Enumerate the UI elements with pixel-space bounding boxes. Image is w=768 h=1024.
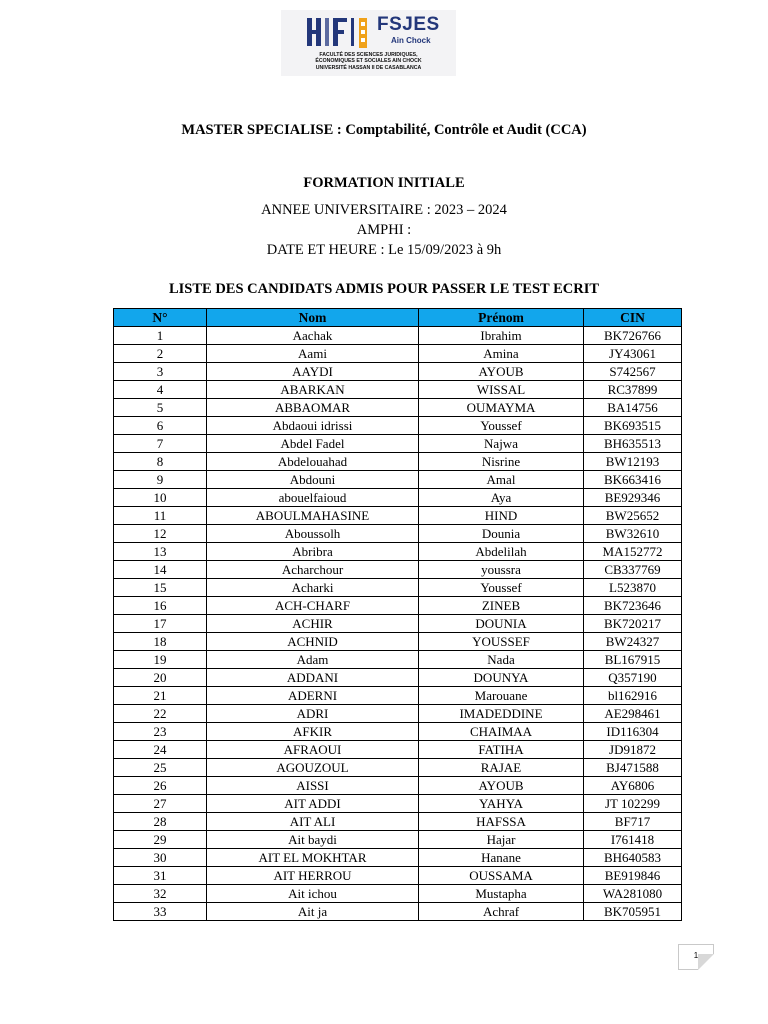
cell-cin: BK723646 bbox=[584, 597, 682, 615]
logo-line-3: UNIVERSITÉ HASSAN II DE CASABLANCA bbox=[315, 65, 422, 71]
cell-nom: AISSI bbox=[207, 777, 419, 795]
cell-prenom: WISSAL bbox=[419, 381, 584, 399]
cell-prenom: Amina bbox=[419, 345, 584, 363]
cell-number: 33 bbox=[114, 903, 207, 921]
cell-nom: ABOULMAHASINE bbox=[207, 507, 419, 525]
table-row bbox=[114, 849, 682, 867]
logo-sub-text: Ain Chock bbox=[391, 36, 431, 45]
column-header-cin: CIN bbox=[584, 309, 682, 327]
cell-cin: BW12193 bbox=[584, 453, 682, 471]
table-row bbox=[114, 561, 682, 579]
cell-prenom: Abdelilah bbox=[419, 543, 584, 561]
cell-nom: ACHNID bbox=[207, 633, 419, 651]
cell-nom: ADRI bbox=[207, 705, 419, 723]
faculty-logo bbox=[281, 10, 456, 76]
cell-number: 25 bbox=[114, 759, 207, 777]
cell-prenom: RAJAE bbox=[419, 759, 584, 777]
cell-prenom: HIND bbox=[419, 507, 584, 525]
table-row bbox=[114, 489, 682, 507]
cell-nom: ABARKAN bbox=[207, 381, 419, 399]
cell-number: 13 bbox=[114, 543, 207, 561]
cell-nom: Abdelouahad bbox=[207, 453, 419, 471]
table-row bbox=[114, 687, 682, 705]
table-row bbox=[114, 867, 682, 885]
cell-number: 24 bbox=[114, 741, 207, 759]
cell-nom: ADERNI bbox=[207, 687, 419, 705]
table-row bbox=[114, 507, 682, 525]
cell-cin: BL167915 bbox=[584, 651, 682, 669]
cell-prenom: CHAIMAA bbox=[419, 723, 584, 741]
table-row bbox=[114, 633, 682, 651]
cell-nom: abouelfaioud bbox=[207, 489, 419, 507]
table-row bbox=[114, 525, 682, 543]
cell-cin: BE929346 bbox=[584, 489, 682, 507]
cell-cin: AY6806 bbox=[584, 777, 682, 795]
cell-cin: BF717 bbox=[584, 813, 682, 831]
cell-number: 3 bbox=[114, 363, 207, 381]
table-row bbox=[114, 327, 682, 345]
formation-type: FORMATION INITIALE bbox=[303, 175, 465, 191]
exam-date: DATE ET HEURE : Le 15/09/2023 à 9h bbox=[266, 242, 502, 258]
table-row bbox=[114, 759, 682, 777]
cell-number: 26 bbox=[114, 777, 207, 795]
cell-cin: BW25652 bbox=[584, 507, 682, 525]
cell-cin: BW24327 bbox=[584, 633, 682, 651]
cell-number: 9 bbox=[114, 471, 207, 489]
cell-cin: JD91872 bbox=[584, 741, 682, 759]
cell-nom: Abribra bbox=[207, 543, 419, 561]
cell-number: 20 bbox=[114, 669, 207, 687]
cell-number: 17 bbox=[114, 615, 207, 633]
cell-nom: Acharki bbox=[207, 579, 419, 597]
cell-nom: AAYDI bbox=[207, 363, 419, 381]
cell-cin: MA152772 bbox=[584, 543, 682, 561]
table-row bbox=[114, 669, 682, 687]
cell-number: 14 bbox=[114, 561, 207, 579]
cell-number: 19 bbox=[114, 651, 207, 669]
cell-nom: Ait ichou bbox=[207, 885, 419, 903]
cell-nom: Aboussolh bbox=[207, 525, 419, 543]
cell-prenom: youssra bbox=[419, 561, 584, 579]
cell-number: 31 bbox=[114, 867, 207, 885]
cell-nom: Aachak bbox=[207, 327, 419, 345]
cell-cin: BK705951 bbox=[584, 903, 682, 921]
cell-nom: ABBAOMAR bbox=[207, 399, 419, 417]
cell-number: 5 bbox=[114, 399, 207, 417]
table-header-row bbox=[114, 309, 682, 327]
cell-nom: Ait baydi bbox=[207, 831, 419, 849]
table-row bbox=[114, 705, 682, 723]
cell-prenom: Youssef bbox=[419, 579, 584, 597]
cell-cin: BK693515 bbox=[584, 417, 682, 435]
cell-nom: ADDANI bbox=[207, 669, 419, 687]
cell-cin: CB337769 bbox=[584, 561, 682, 579]
cell-number: 6 bbox=[114, 417, 207, 435]
cell-number: 21 bbox=[114, 687, 207, 705]
cell-cin: AE298461 bbox=[584, 705, 682, 723]
cell-nom: AFKIR bbox=[207, 723, 419, 741]
logo-line-2: ÉCONOMIQUES ET SOCIALES AIN CHOCK bbox=[315, 58, 422, 64]
cell-cin: RC37899 bbox=[584, 381, 682, 399]
cell-number: 8 bbox=[114, 453, 207, 471]
cell-nom: AGOUZOUL bbox=[207, 759, 419, 777]
cell-prenom: OUSSAMA bbox=[419, 867, 584, 885]
cell-cin: BH635513 bbox=[584, 435, 682, 453]
cell-prenom: DOUNYA bbox=[419, 669, 584, 687]
table-row bbox=[114, 417, 682, 435]
cell-prenom: FATIHA bbox=[419, 741, 584, 759]
cell-number: 15 bbox=[114, 579, 207, 597]
table-row bbox=[114, 471, 682, 489]
cell-prenom: Marouane bbox=[419, 687, 584, 705]
cell-prenom: HAFSSA bbox=[419, 813, 584, 831]
column-header-prenom: Prénom bbox=[419, 309, 584, 327]
cell-nom: Acharchour bbox=[207, 561, 419, 579]
cell-prenom: AYOUB bbox=[419, 363, 584, 381]
cell-nom: Abdaoui idrissi bbox=[207, 417, 419, 435]
page-number: 1 bbox=[678, 944, 714, 970]
table-row bbox=[114, 651, 682, 669]
table-row bbox=[114, 723, 682, 741]
cell-cin: BH640583 bbox=[584, 849, 682, 867]
cell-prenom: DOUNIA bbox=[419, 615, 584, 633]
cell-nom: ACHIR bbox=[207, 615, 419, 633]
cell-number: 10 bbox=[114, 489, 207, 507]
cell-prenom: IMADEDDINE bbox=[419, 705, 584, 723]
cell-prenom: OUMAYMA bbox=[419, 399, 584, 417]
table-row bbox=[114, 813, 682, 831]
cell-prenom: Ibrahim bbox=[419, 327, 584, 345]
cell-nom: AFRAOUI bbox=[207, 741, 419, 759]
cell-cin: S742567 bbox=[584, 363, 682, 381]
cell-nom: AIT HERROU bbox=[207, 867, 419, 885]
cell-number: 30 bbox=[114, 849, 207, 867]
cell-number: 29 bbox=[114, 831, 207, 849]
cell-cin: L523870 bbox=[584, 579, 682, 597]
cell-cin: BJ471588 bbox=[584, 759, 682, 777]
table-row bbox=[114, 597, 682, 615]
cell-cin: WA281080 bbox=[584, 885, 682, 903]
column-header-number: N° bbox=[114, 309, 207, 327]
cell-cin: JY43061 bbox=[584, 345, 682, 363]
cell-nom: AIT ALI bbox=[207, 813, 419, 831]
cell-prenom: Youssef bbox=[419, 417, 584, 435]
table-row bbox=[114, 381, 682, 399]
cell-number: 16 bbox=[114, 597, 207, 615]
cell-cin: BE919846 bbox=[584, 867, 682, 885]
cell-number: 32 bbox=[114, 885, 207, 903]
cell-cin: ID116304 bbox=[584, 723, 682, 741]
cell-cin: Q357190 bbox=[584, 669, 682, 687]
table-row bbox=[114, 831, 682, 849]
cell-number: 12 bbox=[114, 525, 207, 543]
table-row bbox=[114, 453, 682, 471]
cell-cin: JT 102299 bbox=[584, 795, 682, 813]
cell-cin: bl162916 bbox=[584, 687, 682, 705]
cell-prenom: Aya bbox=[419, 489, 584, 507]
table-row bbox=[114, 885, 682, 903]
cell-nom: Abdel Fadel bbox=[207, 435, 419, 453]
cell-number: 27 bbox=[114, 795, 207, 813]
cell-prenom: YOUSSEF bbox=[419, 633, 584, 651]
cell-prenom: Mustapha bbox=[419, 885, 584, 903]
cell-cin: BK663416 bbox=[584, 471, 682, 489]
program-title: MASTER SPECIALISE : Comptabilité, Contrôle et Audit (CCA) bbox=[181, 122, 587, 138]
table-body bbox=[114, 327, 682, 921]
university-emblem-icon bbox=[305, 16, 371, 50]
table-row bbox=[114, 345, 682, 363]
cell-nom: AIT ADDI bbox=[207, 795, 419, 813]
cell-prenom: Hajar bbox=[419, 831, 584, 849]
table-row bbox=[114, 741, 682, 759]
table-row bbox=[114, 579, 682, 597]
cell-prenom: Najwa bbox=[419, 435, 584, 453]
cell-nom: AIT EL MOKHTAR bbox=[207, 849, 419, 867]
logo-line-1: FACULTÉ DES SCIENCES JURIDIQUES, bbox=[319, 52, 418, 58]
table-row bbox=[114, 777, 682, 795]
cell-prenom: Nada bbox=[419, 651, 584, 669]
cell-nom: Abdouni bbox=[207, 471, 419, 489]
table-row bbox=[114, 795, 682, 813]
cell-prenom: YAHYA bbox=[419, 795, 584, 813]
candidates-table bbox=[113, 308, 682, 921]
cell-prenom: Amal bbox=[419, 471, 584, 489]
table-row bbox=[114, 615, 682, 633]
cell-prenom: Nisrine bbox=[419, 453, 584, 471]
table-row bbox=[114, 435, 682, 453]
cell-number: 7 bbox=[114, 435, 207, 453]
cell-cin: BK726766 bbox=[584, 327, 682, 345]
cell-cin: BW32610 bbox=[584, 525, 682, 543]
cell-nom: Adam bbox=[207, 651, 419, 669]
table-row bbox=[114, 543, 682, 561]
cell-number: 18 bbox=[114, 633, 207, 651]
cell-number: 2 bbox=[114, 345, 207, 363]
cell-number: 23 bbox=[114, 723, 207, 741]
cell-cin: BA14756 bbox=[584, 399, 682, 417]
table-row bbox=[114, 363, 682, 381]
cell-prenom: Hanane bbox=[419, 849, 584, 867]
cell-number: 22 bbox=[114, 705, 207, 723]
academic-year: ANNEE UNIVERSITAIRE : 2023 – 2024 bbox=[261, 202, 507, 218]
cell-prenom: Dounia bbox=[419, 525, 584, 543]
cell-nom: ACH-CHARF bbox=[207, 597, 419, 615]
cell-number: 28 bbox=[114, 813, 207, 831]
table-row bbox=[114, 903, 682, 921]
amphi-label: AMPHI : bbox=[356, 222, 412, 238]
column-header-nom: Nom bbox=[207, 309, 419, 327]
cell-number: 1 bbox=[114, 327, 207, 345]
table-row bbox=[114, 399, 682, 417]
cell-nom: Ait ja bbox=[207, 903, 419, 921]
cell-prenom: Achraf bbox=[419, 903, 584, 921]
cell-number: 4 bbox=[114, 381, 207, 399]
logo-brand-text: FSJES bbox=[377, 14, 440, 35]
cell-prenom: AYOUB bbox=[419, 777, 584, 795]
cell-nom: Aami bbox=[207, 345, 419, 363]
cell-number: 11 bbox=[114, 507, 207, 525]
cell-cin: BK720217 bbox=[584, 615, 682, 633]
cell-cin: I761418 bbox=[584, 831, 682, 849]
list-title: LISTE DES CANDIDATS ADMIS POUR PASSER LE TEST ECRIT bbox=[168, 281, 600, 297]
cell-prenom: ZINEB bbox=[419, 597, 584, 615]
